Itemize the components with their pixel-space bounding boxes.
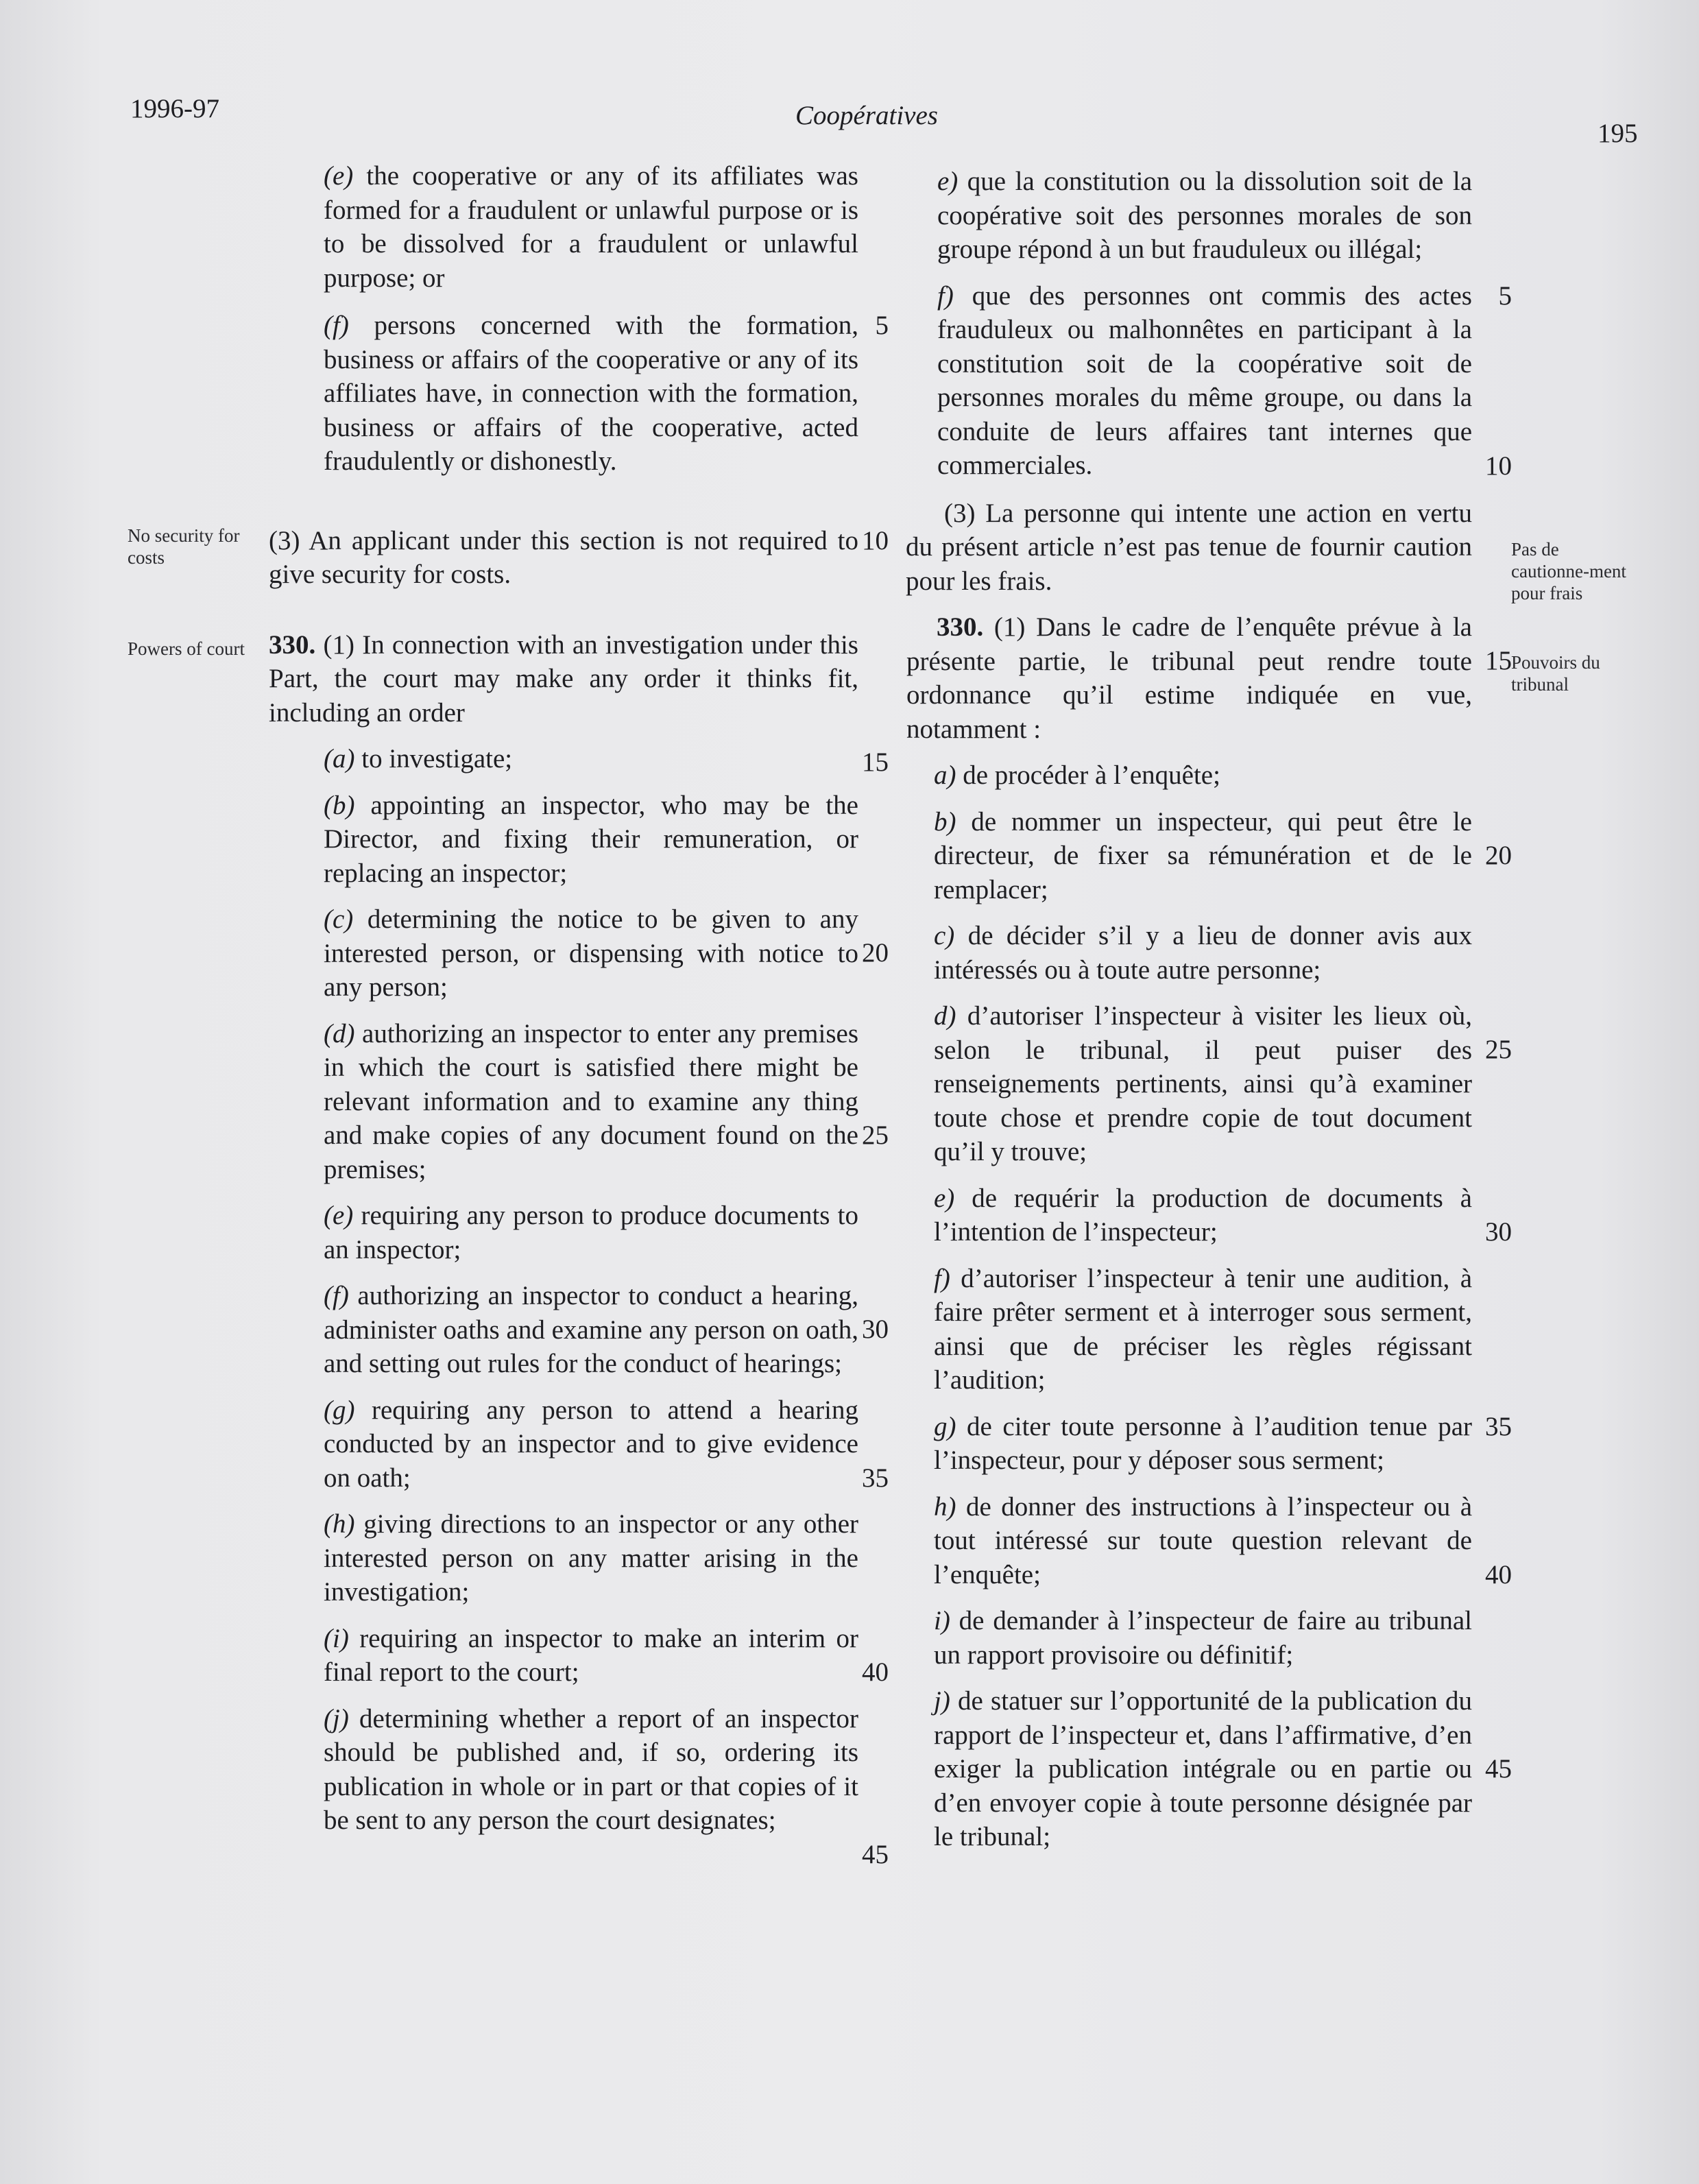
- paragraph-e2-fr: [906, 1181, 1512, 1249]
- paragraph-c-fr: [906, 919, 1472, 987]
- para-text: (3) An applicant under this section is not required to give security for costs.: [269, 525, 858, 589]
- marginal-note-security-fr: Pas de cautionne-ment pour frais: [1511, 539, 1626, 603]
- french-column: [906, 165, 1512, 1854]
- para-text: the cooperative or any of its affiliates was formed for a fraudulent or unlawful purpose or is to be dissolved for a fraudulent or unlawful purpose; or: [324, 161, 858, 293]
- paragraph-d-en: [296, 1017, 889, 1187]
- para-text: to investigate;: [354, 744, 513, 773]
- marginal-note-security-en: No security for costs: [128, 525, 240, 568]
- subsection-3-en: [269, 524, 889, 592]
- para-text: giving directions to an inspector or any other interested person on any matter arising in the investigation;: [324, 1509, 858, 1607]
- paragraph-b-en: [296, 789, 858, 891]
- para-letter: (h): [324, 1509, 355, 1539]
- line-number: 30: [1485, 1216, 1512, 1247]
- para-text: authorizing an inspector to enter any premises in which the court is satisfied there might be relevant information and to examine any thing and make copies of any document found on the premises;: [324, 1018, 858, 1184]
- section-number: 330.: [269, 629, 316, 660]
- para-text: (3) La personne qui intente une action en vertu du présent article n’est pas tenue de fournir caution pour les frais.: [906, 498, 1472, 596]
- line-number: 10: [1485, 451, 1512, 481]
- paragraph-e-fr: [906, 165, 1472, 267]
- para-letter: c): [934, 921, 955, 950]
- line-number: 45: [862, 1839, 889, 1869]
- paragraph-f2-en: [296, 1279, 889, 1381]
- para-text: (1) In connection with an investigation under this Part, the court may make any order it thinks fit, including an order: [269, 629, 858, 728]
- header-title: Coopératives: [795, 101, 938, 130]
- para-text: de nommer un inspecteur, qui peut être le directeur, de fixer sa rémunération et de le remplacer;: [934, 806, 1472, 904]
- para-letter: (e): [324, 161, 354, 191]
- para-text: de demander à l’inspecteur de faire au tribunal un rapport provisoire ou définitif;: [934, 1606, 1472, 1670]
- para-text: que des personnes ont commis des actes frauduleux ou malhonnêtes en participant à la constitution soit de la coopérative soit de personnes morales du même groupe, ou dans la conduite de leurs affaires tant internes que commerciales.: [937, 280, 1472, 480]
- paragraph-a-fr: [906, 758, 1472, 793]
- para-text: determining the notice to be given to any interested person, or dispensing with notice to any person;: [324, 904, 858, 1002]
- para-letter: e): [937, 167, 959, 196]
- line-number: 30: [862, 1315, 889, 1344]
- para-letter: (g): [324, 1395, 355, 1425]
- line-number: 40: [1485, 1559, 1512, 1589]
- para-text: de décider s’il y a lieu de donner avis aux intéressés ou à toute autre personne;: [934, 921, 1472, 985]
- line-number: 40: [862, 1657, 889, 1687]
- para-text: (1) Dans le cadre de l’enquête prévue à la présente partie, le tribunal peut rendre toute ordonnance qu’il estime indiquée en vue, notamment :: [906, 612, 1472, 744]
- paragraph-h-fr: [906, 1490, 1512, 1592]
- header-year: 1996-97: [130, 94, 219, 123]
- para-letter: f): [934, 1263, 950, 1293]
- english-column: [269, 159, 889, 1869]
- section-330-en: [269, 628, 858, 730]
- para-letter: d): [934, 1001, 956, 1031]
- para-text: d’autoriser l’inspecteur à visiter les lieux où, selon le tribunal, il peut puiser des renseignements pertinents, ainsi qu’à examiner toute chose et prendre copie de tout document qu’il y trouve;: [934, 1001, 1472, 1166]
- subsection-3-fr: [906, 496, 1472, 599]
- paragraph-e-en: [296, 159, 858, 295]
- paragraph-f-fr: [906, 279, 1512, 483]
- para-text: determining whether a report of an inspector should be published and, if so, ordering its publication in whole or in part or that copies of it be sent to any person the court designates;: [324, 1703, 858, 1835]
- para-text: de statuer sur l’opportunité de la publication du rapport de l’inspecteur et, dans l’affirmative, d’en exiger la publication intégrale ou en partie ou d’en envoyer copie à toute personne désignée par le tribunal;: [934, 1686, 1472, 1851]
- line-number: 15: [862, 747, 889, 777]
- page-number: 195: [1598, 119, 1638, 148]
- para-text: requiring an inspector to make an interim or final report to the court;: [324, 1623, 858, 1687]
- section-number: 330.: [937, 612, 984, 642]
- para-text: requiring any person to attend a hearing conducted by an inspector and to give evidence on oath;: [324, 1395, 858, 1493]
- para-letter: e): [934, 1183, 955, 1213]
- paragraph-e2-en: [296, 1199, 858, 1267]
- line-number: 45: [1485, 1754, 1512, 1784]
- paragraph-c-en: [296, 902, 889, 1005]
- para-letter: f): [937, 280, 954, 311]
- paragraph-j-en: [296, 1702, 889, 1869]
- para-letter: (f): [324, 311, 349, 340]
- para-text: de requérir la production de documents à l’intention de l’inspecteur;: [934, 1183, 1472, 1247]
- line-number: 5: [1498, 280, 1512, 311]
- line-number: 20: [1485, 840, 1512, 870]
- para-letter: b): [934, 806, 956, 837]
- marginal-note-powers-fr: Pouvoirs du tribunal: [1511, 652, 1600, 695]
- line-number: 25: [862, 1120, 889, 1150]
- para-letter: i): [934, 1606, 950, 1635]
- para-letter: g): [934, 1411, 956, 1441]
- para-text: requiring any person to produce documents to an inspector;: [324, 1201, 858, 1264]
- para-letter: (a): [324, 744, 355, 773]
- para-letter: (b): [324, 790, 355, 820]
- para-letter: a): [934, 760, 956, 790]
- paragraph-h-en: [296, 1507, 858, 1609]
- paragraph-b-fr: [906, 805, 1512, 907]
- para-letter: j): [934, 1686, 950, 1716]
- para-letter: (j): [324, 1703, 349, 1733]
- line-number: 20: [862, 938, 889, 968]
- para-text: appointing an inspector, who may be the Director, and fixing their remuneration, or replacing an inspector;: [324, 790, 858, 888]
- para-text: de citer toute personne à l’audition tenue par l’inspecteur, pour y déposer sous serment;: [934, 1411, 1472, 1475]
- paragraph-d-fr: [906, 999, 1512, 1169]
- para-letter: (i): [324, 1623, 349, 1653]
- marginal-note-powers-en: Powers of court: [128, 638, 245, 659]
- paragraph-f-en: [296, 309, 889, 479]
- para-text: de procéder à l’enquête;: [956, 760, 1220, 790]
- para-text: d’autoriser l’inspecteur à tenir une audition, à faire prêter serment et à interroger sous serment, ainsi que de préciser les règles régissant l’audition;: [934, 1263, 1472, 1395]
- section-330-fr: [906, 610, 1512, 746]
- paragraph-g-fr: [906, 1410, 1512, 1478]
- para-text: authorizing an inspector to conduct a hearing, administer oaths and examine any person on oath, and setting out rules for the conduct of hearings;: [324, 1281, 858, 1378]
- para-letter: (c): [324, 904, 354, 934]
- para-text: persons concerned with the formation, business or affairs of the cooperative or any of its affiliates have, in connection with the formation, business or affairs of the cooperative, acted fraudulently or dishonestly.: [324, 311, 858, 476]
- paragraph-i-en: [296, 1622, 889, 1690]
- para-letter: (d): [324, 1018, 355, 1048]
- line-number: 35: [1485, 1411, 1512, 1441]
- para-letter: (f): [324, 1281, 349, 1310]
- para-letter: (e): [324, 1201, 354, 1230]
- line-number: 15: [1485, 646, 1512, 675]
- para-letter: h): [934, 1491, 956, 1522]
- line-number: 35: [862, 1463, 889, 1493]
- line-number: 25: [1485, 1035, 1512, 1064]
- paragraph-g-en: [296, 1393, 889, 1496]
- paragraph-j-fr: [906, 1684, 1512, 1854]
- paragraph-i-fr: [906, 1604, 1472, 1672]
- paragraph-a-en: [296, 742, 889, 777]
- para-text: que la constitution ou la dissolution soit de la coopérative soit des personnes morales de son groupe répond à un but frauduleux ou illégal;: [937, 167, 1472, 264]
- paragraph-f2-fr: [906, 1262, 1472, 1397]
- line-number: 10: [862, 525, 889, 555]
- para-text: de donner des instructions à l’inspecteur ou à tout intéressé sur toute question relevant de l’enquête;: [934, 1491, 1472, 1589]
- line-number: 5: [875, 311, 889, 340]
